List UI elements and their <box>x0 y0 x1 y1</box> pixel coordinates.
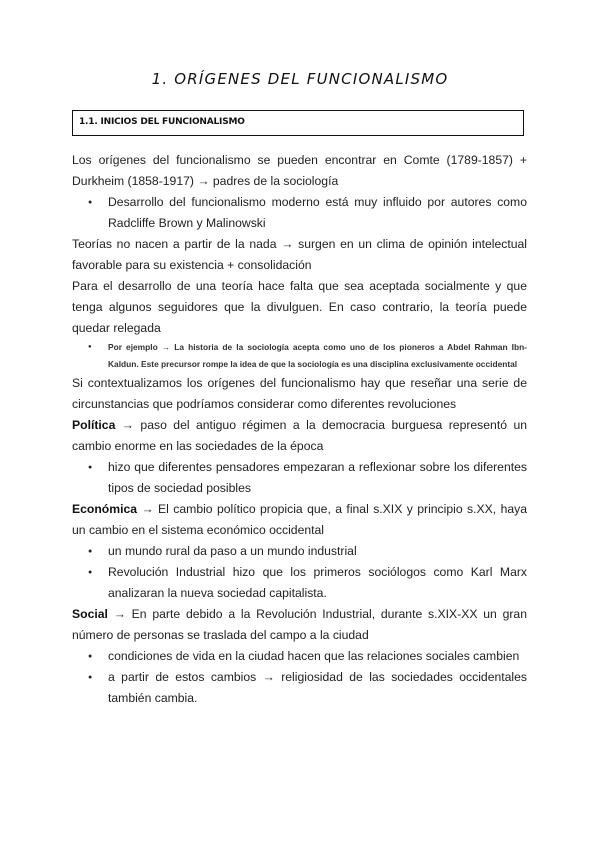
page-title: 1. ORÍGENES DEL FUNCIONALISMO <box>151 70 449 88</box>
list-item: ● condiciones de vida en la ciudad hacen que las relaciones sociales cambien <box>72 646 527 667</box>
economica-label: Económica <box>72 502 138 516</box>
social-label: Social <box>72 607 108 621</box>
paragraph-development: Para el desarrollo de una teoría hace falta que sea aceptada socialmente y que tenga algunos seguidores que la divulguen. En caso contrario, la teoría puede quedar relegada <box>72 279 527 335</box>
list-item: ● un mundo rural da paso a un mundo industrial <box>72 541 527 562</box>
document-body <box>72 150 527 709</box>
paragraph-politica <box>72 415 527 457</box>
paragraph-origins: Los orígenes del funcionalismo se pueden encontrar en Comte (1789-1857) + Durkheim (1858-1917) → padres de la sociología <box>72 153 527 188</box>
politica-text: → paso del antiguo régimen a la democracia burguesa representó un cambio enorme en las sociedades de la época <box>72 418 527 453</box>
paragraph-economica <box>72 499 527 541</box>
bullet-list <box>72 457 527 499</box>
economica-text: → El cambio político propicia que, a final s.XIX y principio s.XX, haya un cambio en el sistema económico occidental <box>72 502 527 537</box>
section-heading: 1.1. INICIOS DEL FUNCIONALISMO <box>79 117 245 127</box>
section-heading-box <box>72 110 524 136</box>
list-item: ● Revolución Industrial hizo que los primeros sociólogos como Karl Marx analizaran la nueva sociedad capitalista. <box>72 562 527 604</box>
list-item: ● a partir de estos cambios → religiosidad de las sociedades occidentales también cambia. <box>72 667 527 709</box>
list-item: ● hizo que diferentes pensadores empezaran a reflexionar sobre los diferentes tipos de sociedad posibles <box>72 457 527 499</box>
paragraph-theories: Teorías no nacen a partir de la nada → surgen en un clima de opinión intelectual favorable para su existencia + consolidación <box>72 237 527 272</box>
bullet-list <box>72 646 527 709</box>
list-item: ● Desarrollo del funcionalismo moderno está muy influido por autores como Radcliffe Brown y Malinowski <box>72 192 527 234</box>
example-item: ● Por ejemplo → La historia de la sociología acepta como uno de los pioneros a Abdel Rahman Ibn-Kaldun. Este precursor rompe la idea de que la sociología es una disciplina exclusivamente occidental <box>72 339 527 373</box>
bullet-list <box>72 192 527 234</box>
social-text: → En parte debido a la Revolución Industrial, durante s.XIX-XX un gran número de personas se traslada del campo a la ciudad <box>72 607 527 642</box>
paragraph-context: Si contextualizamos los orígenes del funcionalismo hay que reseñar una serie de circunstancias que podríamos considerar como diferentes revoluciones <box>72 376 527 411</box>
politica-label: Política <box>72 418 116 432</box>
paragraph-social <box>72 604 527 646</box>
bullet-list <box>72 541 527 604</box>
example-list <box>72 339 527 373</box>
